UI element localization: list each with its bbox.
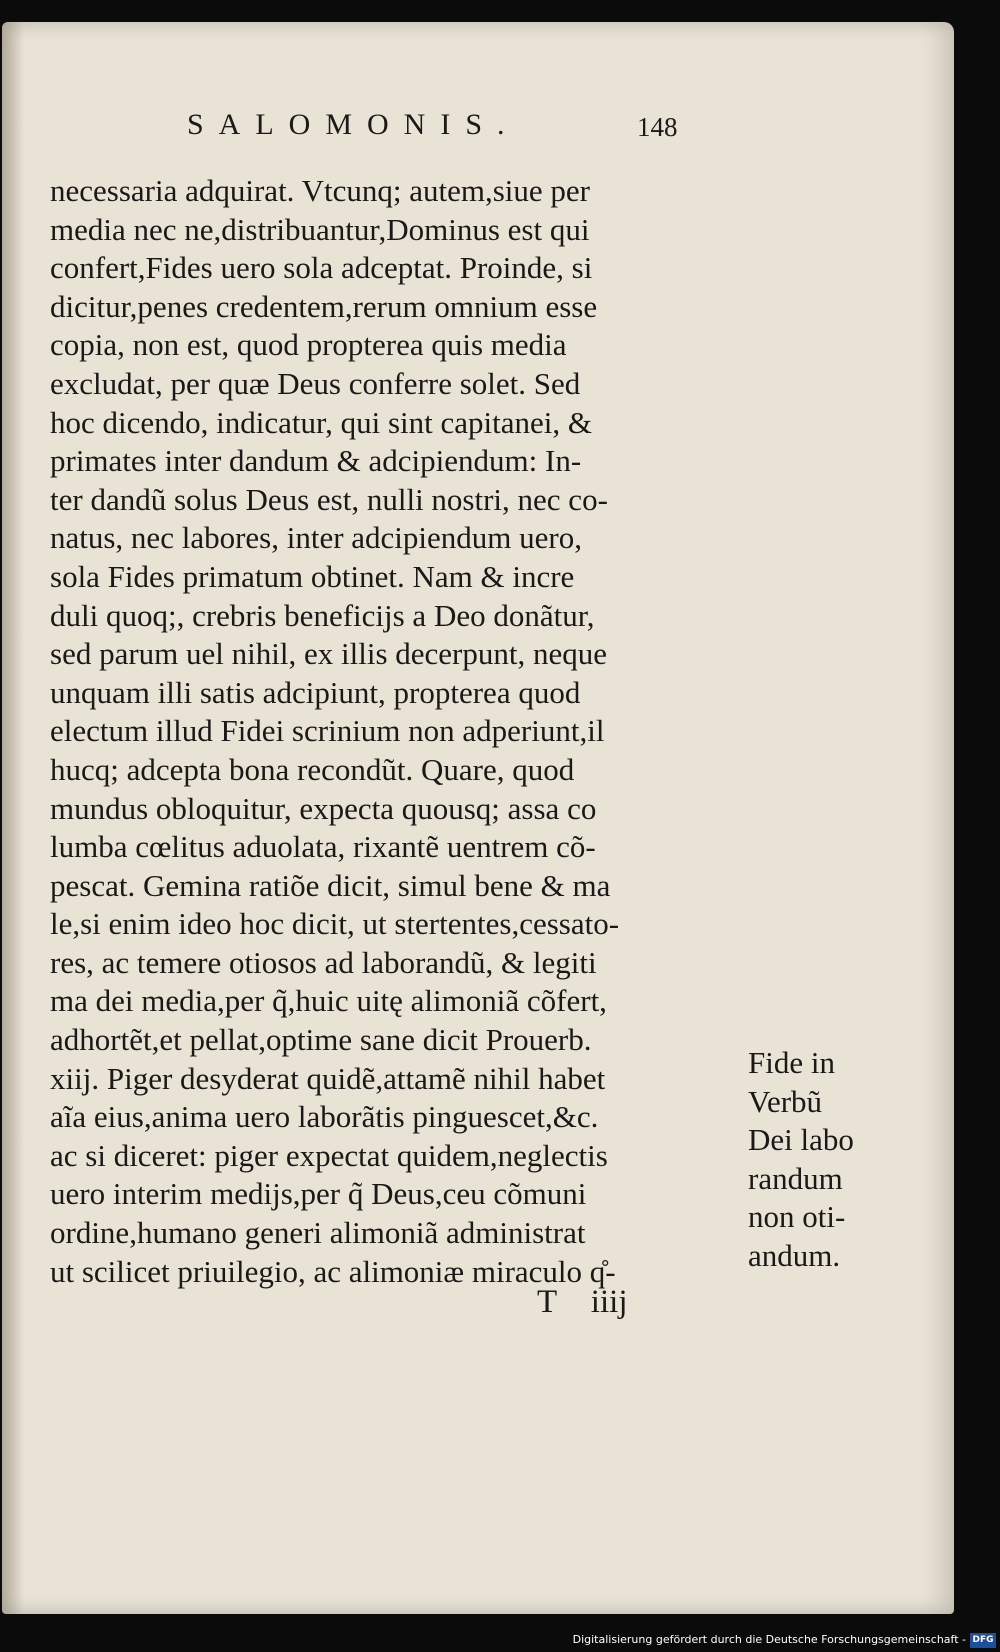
text-line: sola Fides primatum obtinet. Nam & incre <box>50 558 575 594</box>
gutter-shadow <box>2 22 24 1614</box>
dfg-logo: DFG <box>970 1633 996 1648</box>
text-line: electum illud Fidei scrinium non adperiunt,il <box>50 713 605 749</box>
text-line: duli quoq;, crebris beneficijs a Deo donãtur, <box>50 597 595 633</box>
text-line: copia, non est, quod propterea quis media <box>50 327 567 363</box>
text-line: primates inter dandum & adcipiendum: In- <box>50 443 582 479</box>
signature-mark: T iiij <box>537 1284 628 1320</box>
text-line: unquam illi satis adcipiunt, propterea quod <box>50 674 581 710</box>
text-line: res, ac temere otiosos ad laborandũ, & legiti <box>50 944 597 980</box>
text-line: media nec ne,distribuantur,Dominus est qui <box>50 211 590 247</box>
text-line: mundus obloquitur, expecta quousq; assa co <box>50 790 597 826</box>
book-page <box>2 22 954 1614</box>
text-line: excludat, per quæ Deus conferre solet. Sed <box>50 365 581 401</box>
text-line: lumba cœlitus aduolata, rixantẽ uentrem cõ- <box>50 829 596 865</box>
text-line: ordine,humano generi alimoniã administrat <box>50 1215 586 1251</box>
text-line: confert,Fides uero sola adceptat. Proinde, si <box>50 250 593 286</box>
digitization-credit: Digitalisierung gefördert durch die Deutsche Forschungsgemeinschaft - <box>572 1633 966 1646</box>
marginal-note-line: randum <box>748 1160 843 1196</box>
text-line: pescat. Gemina ratiõe dicit, simul bene & ma <box>50 867 611 903</box>
marginal-note-line: Dei labo <box>748 1122 854 1157</box>
text-line: ma dei media,per q̃,huic uitę alimoniã cõfert, <box>50 983 607 1019</box>
text-line: ac si diceret: piger expectat quidem,neglectis <box>50 1137 608 1173</box>
page-number: 148 <box>637 112 678 142</box>
marginal-note-line: Verbũ <box>748 1083 823 1119</box>
text-line: necessaria adquirat. Vtcunq; autem,siue per <box>50 173 591 208</box>
text-line: adhortẽt,et pellat,optime sane dicit Prouerb. <box>50 1022 592 1058</box>
marginal-note-line: andum. <box>748 1237 841 1273</box>
text-line: le,si enim ideo hoc dicit, ut stertentes,cessato- <box>50 906 620 942</box>
marginal-note-line: Fide in <box>748 1045 835 1080</box>
text-line: aĩa eius,anima uero laborãtis pinguescet,&c. <box>50 1099 599 1135</box>
text-line: hoc dicendo, indicatur, qui sint capitanei, & <box>50 404 592 440</box>
marginal-note-line: non oti- <box>748 1199 846 1234</box>
text-line: xiij. Piger desyderat quidẽ,attamẽ nihil habet <box>50 1060 606 1096</box>
text-line: ut scilicet priuilegio, ac alimoniæ miraculo q̊- <box>50 1253 616 1289</box>
text-line: natus, nec labores, inter adcipiendum uero, <box>50 520 582 556</box>
text-line: sed parum uel nihil, ex illis decerpunt, neque <box>50 636 607 672</box>
text-line: uero interim medijs,per q̃ Deus,ceu cõmuni <box>50 1176 587 1212</box>
text-line: ter dandũ solus Deus est, nulli nostri, nec co- <box>50 481 608 517</box>
text-line: dicitur,penes credentem,rerum omnium esse <box>50 288 598 324</box>
running-head: SALOMONIS. <box>187 108 520 141</box>
marginal-note <box>748 1044 854 1275</box>
text-line: hucq; adcepta bona recondũt. Quare, quod <box>50 751 575 787</box>
body-text <box>50 172 730 1291</box>
